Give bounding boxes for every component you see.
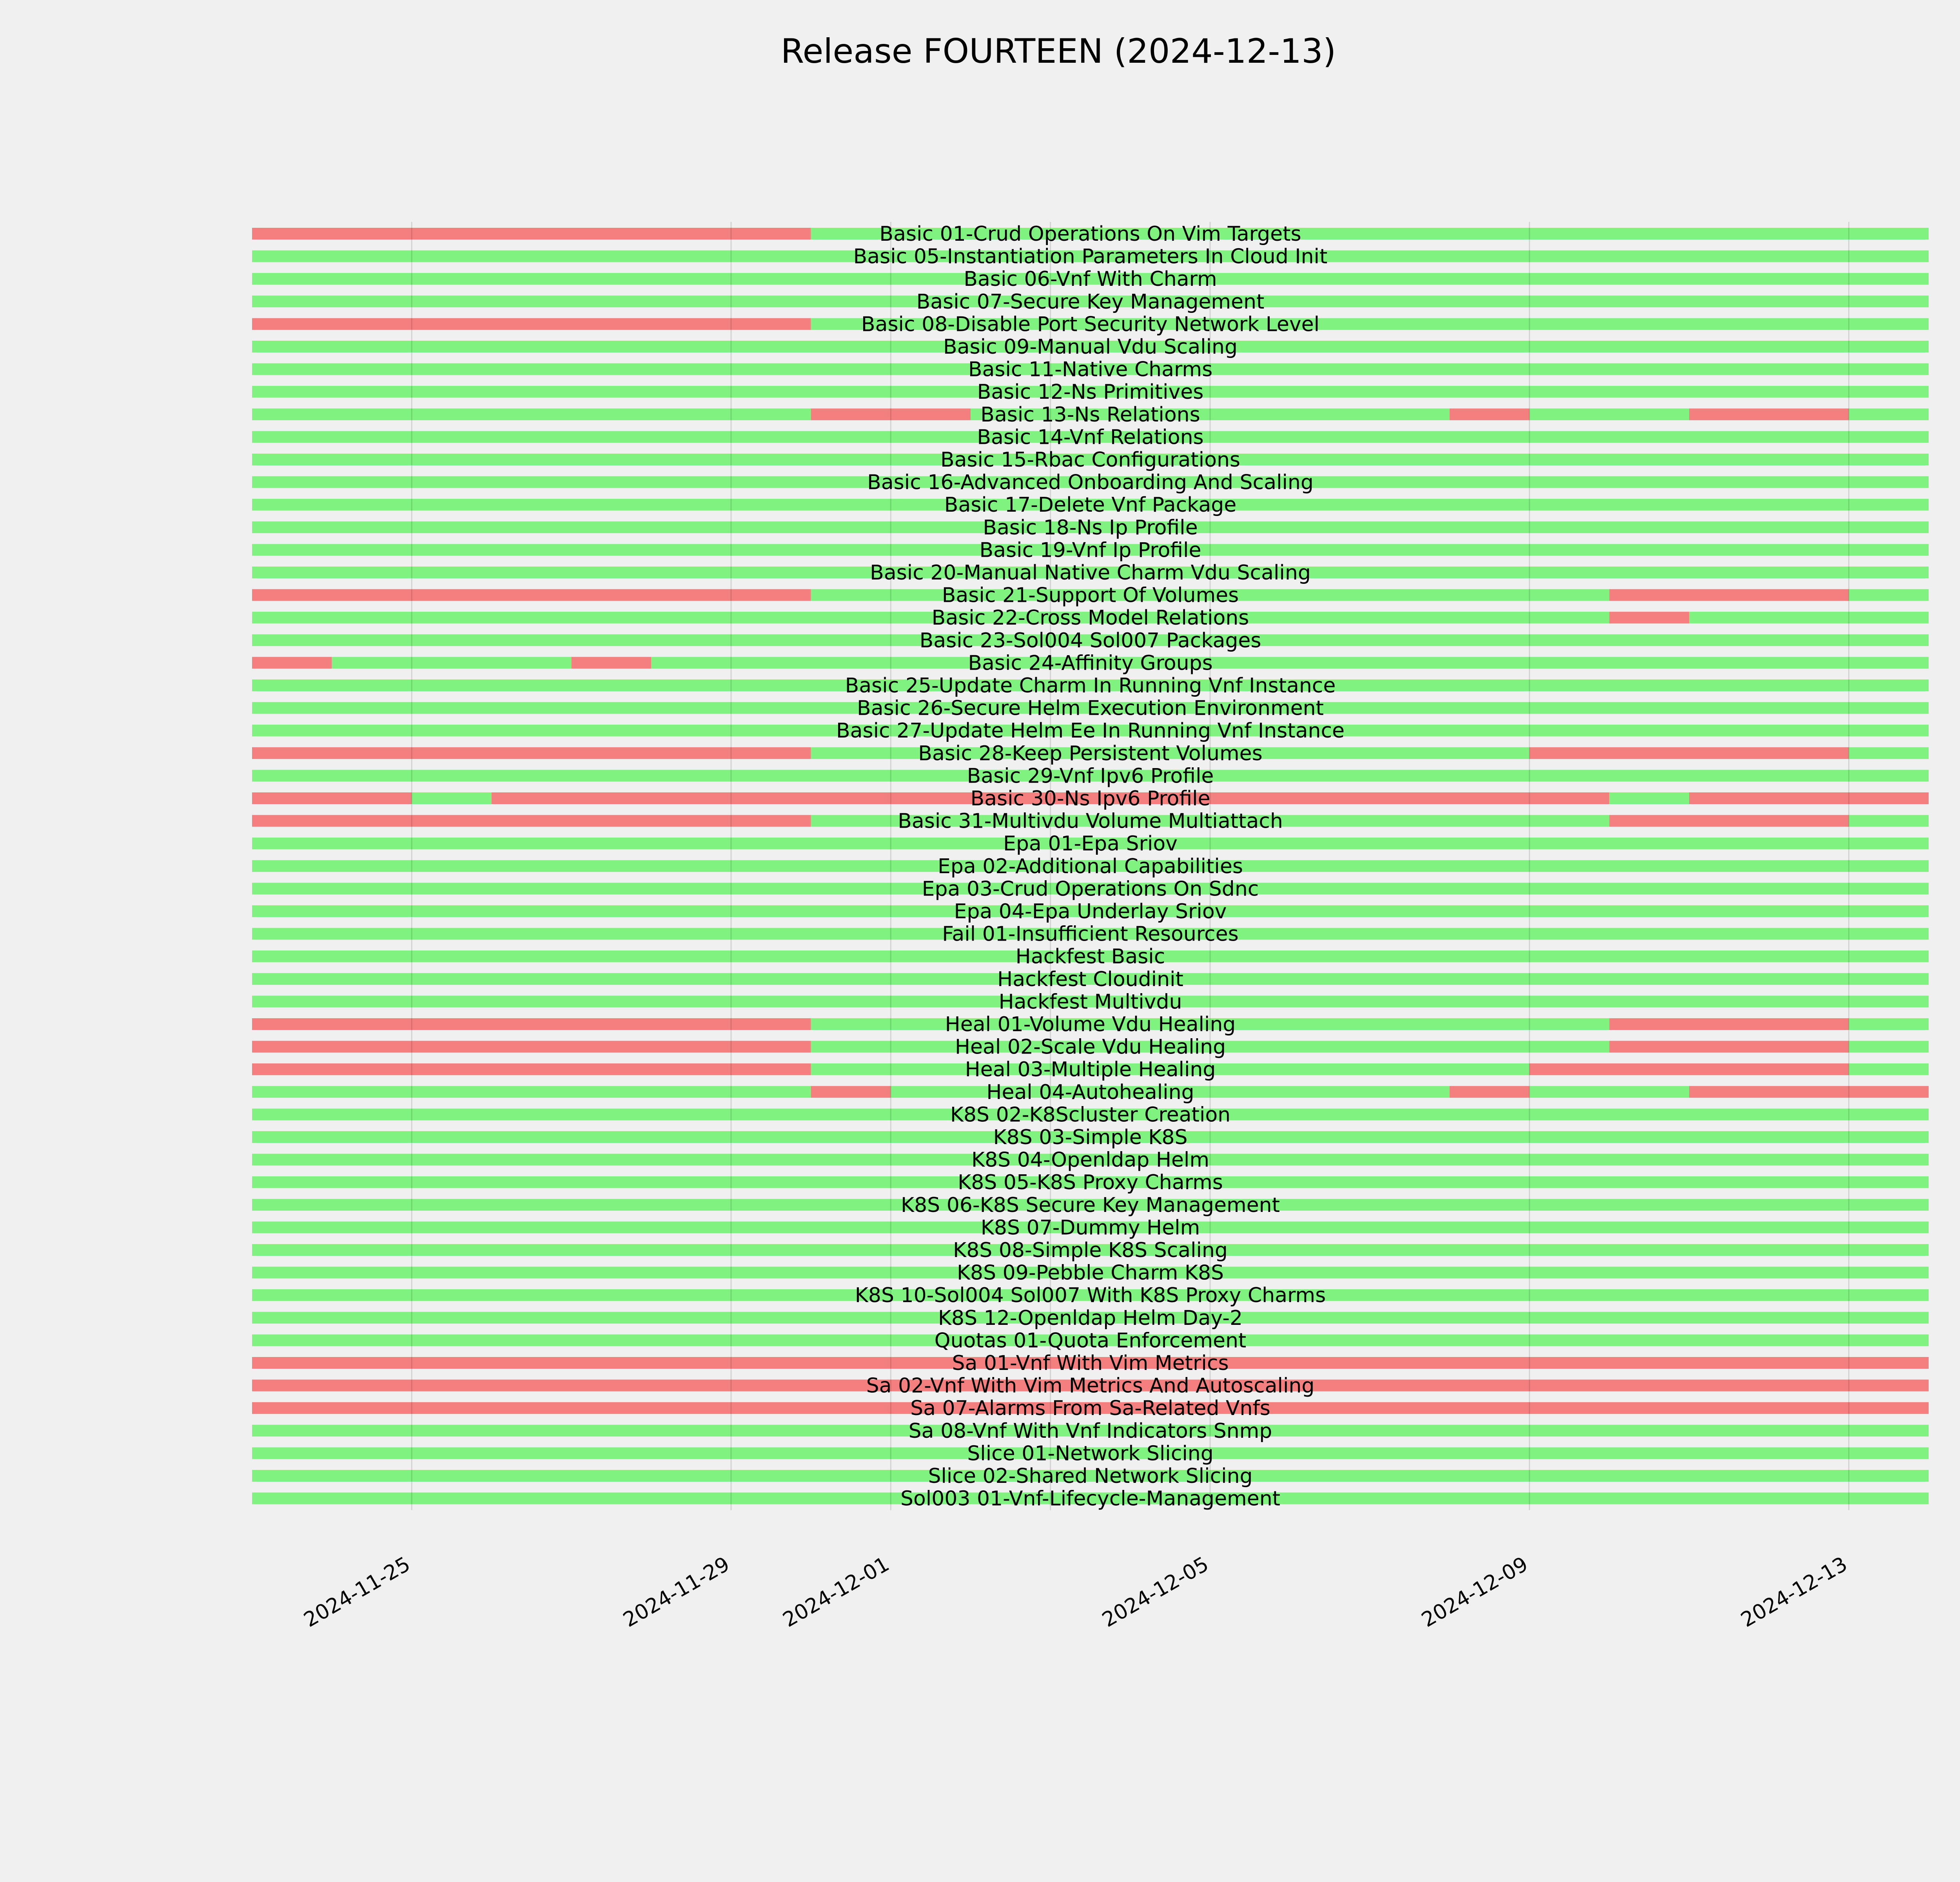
bar-segment-fail [252,228,811,240]
row-label: Basic 08-Disable Port Security Network Level [861,312,1320,336]
bar-segment-pass [1849,747,1929,759]
row-label: Basic 27-Update Helm Ee In Running Vnf Instance [836,719,1345,743]
row-label: Slice 02-Shared Network Slicing [928,1464,1253,1488]
row-label: Sa 08-Vnf With Vnf Indicators Snmp [908,1419,1272,1443]
bar-segment-fail [1689,792,1929,804]
x-tick-label: 2024-12-09 [1417,1552,1532,1632]
bar-segment-fail [1609,815,1849,827]
bar-segment-pass [252,612,1609,623]
row-label: Basic 09-Manual Vdu Scaling [943,335,1238,359]
bar-segment-pass [1849,815,1929,827]
bar-segment-pass [651,657,1929,669]
row-label: Basic 16-Advanced Onboarding And Scaling [867,470,1314,494]
bar-segment-fail [1609,612,1689,623]
row-label: Basic 11-Native Charms [968,358,1213,381]
bar-segment-fail [811,1086,891,1098]
row-label: Basic 17-Delete Vnf Package [944,493,1237,517]
row-label: Sa 07-Alarms From Sa-Related Vnfs [910,1397,1270,1421]
row-label: Epa 03-Crud Operations On Sdnc [922,877,1259,901]
row-label: Heal 03-Multiple Healing [965,1058,1216,1082]
row-label: K8S 03-Simple K8S [993,1126,1188,1149]
bar-segment-pass [1689,612,1929,623]
x-tick-label: 2024-11-29 [619,1552,734,1632]
row-label: Heal 04-Autohealing [986,1080,1194,1104]
row-label: Epa 04-Epa Underlay Sriov [954,900,1227,923]
bar-segment-fail [1609,1041,1849,1053]
bar-segment-pass [1849,1041,1929,1053]
bar-segment-pass [1849,1063,1929,1075]
row-label: Basic 14-Vnf Relations [977,425,1204,449]
bar-segment-pass [1849,409,1929,420]
bar-segment-pass [1530,1086,1689,1098]
row-label: Sa 01-Vnf With Vim Metrics [952,1352,1229,1375]
row-label: Hackfest Cloudinit [997,967,1183,991]
bar-segment-pass [412,792,492,804]
bar-segment-pass [332,657,572,669]
row-label: Basic 24-Affinity Groups [968,651,1213,675]
row-label: K8S 08-Simple K8S Scaling [953,1239,1228,1262]
bar-segment-fail [1689,1086,1929,1098]
row-label: Heal 01-Volume Vdu Healing [945,1013,1236,1036]
row-label: Basic 07-Secure Key Management [916,290,1265,314]
bar-segment-fail [252,1041,811,1053]
x-tick-label: 2024-12-13 [1737,1552,1851,1632]
bar-segment-fail [1450,1086,1530,1098]
x-tick-label: 2024-11-25 [300,1552,414,1632]
bar-segment-fail [1689,409,1849,420]
row-label: K8S 10-Sol004 Sol007 With K8S Proxy Charms [855,1284,1326,1308]
row-label: K8S 09-Pebble Charm K8S [956,1261,1224,1285]
bar-segment-fail [252,589,811,601]
row-label: K8S 12-Openldap Helm Day-2 [938,1306,1243,1330]
bar-segment-fail [1530,747,1849,759]
bar-segment-fail [1450,409,1530,420]
row-label: K8S 02-K8Scluster Creation [950,1103,1231,1127]
bar-segment-pass [1609,792,1689,804]
row-label: Basic 15-Rbac Configurations [940,448,1240,472]
row-label: Basic 28-Keep Persistent Volumes [918,741,1263,765]
row-label: Hackfest Basic [1015,945,1165,969]
row-label: K8S 04-Openldap Helm [971,1148,1210,1172]
row-label: Epa 01-Epa Sriov [1003,832,1178,856]
row-label: K8S 06-K8S Secure Key Management [900,1193,1280,1217]
bar-segment-fail [572,657,652,669]
row-label: Basic 19-Vnf Ip Profile [979,538,1201,562]
row-label: Basic 18-Ns Ip Profile [983,516,1198,540]
row-label: Basic 30-Ns Ipv6 Profile [970,787,1210,810]
row-label: Epa 02-Additional Capabilities [938,854,1243,878]
bar-segment-pass [252,409,811,420]
chart-title: Release FOURTEEN (2024-12-13) [780,32,1336,71]
row-label: Fail 01-Insufficient Resources [942,922,1239,946]
bar-segment-fail [252,1063,811,1075]
row-label: Slice 01-Network Slicing [967,1442,1214,1466]
row-label: Basic 26-Secure Helm Execution Environment [857,696,1324,720]
bar-segment-fail [252,747,811,759]
bar-segment-fail [1609,1018,1849,1030]
row-label: Sol003 01-Vnf-Lifecycle-Management [900,1487,1281,1511]
row-label: Quotas 01-Quota Enforcement [934,1329,1247,1353]
row-label: K8S 07-Dummy Helm [980,1216,1200,1240]
bar-segment-pass [1849,589,1929,601]
bar-segment-fail [252,657,332,669]
row-label: K8S 05-K8S Proxy Charms [958,1171,1223,1195]
bar-segment-fail [252,815,811,827]
row-label: Basic 12-Ns Primitives [977,380,1204,404]
bar-segment-fail [1530,1063,1849,1075]
row-label: Basic 29-Vnf Ipv6 Profile [967,764,1214,788]
x-axis-ticks [300,1552,1851,1632]
row-label: Basic 31-Multivdu Volume Multiattach [898,809,1283,833]
row-label: Basic 25-Update Charm In Running Vnf Instance [845,674,1336,698]
row-label: Sa 02-Vnf With Vim Metrics And Autoscaling [866,1374,1315,1398]
row-label: Basic 23-Sol004 Sol007 Packages [919,629,1261,652]
x-tick-label: 2024-12-01 [779,1552,893,1632]
bar-segment-fail [1530,792,1610,804]
bar-segment-fail [252,1018,811,1030]
row-label: Hackfest Multivdu [998,990,1182,1014]
row-label: Basic 05-Instantiation Parameters In Cloud Init [853,245,1328,269]
bar-segment-fail [252,792,412,804]
row-label: Basic 22-Cross Model Relations [931,606,1249,630]
bar-segment-fail [252,318,811,330]
row-label: Basic 21-Support Of Volumes [942,583,1239,607]
row-label: Heal 02-Scale Vdu Healing [955,1035,1226,1059]
x-tick-label: 2024-12-05 [1098,1552,1213,1632]
row-label: Basic 13-Ns Relations [980,403,1200,427]
row-label: Basic 20-Manual Native Charm Vdu Scaling [870,561,1311,585]
row-label: Basic 01-Crud Operations On Vim Targets [879,222,1301,246]
row-label: Basic 06-Vnf With Charm [964,267,1217,291]
bar-segment-pass [252,1086,811,1098]
bar-segment-fail [1609,589,1849,601]
bar-segment-pass [1530,409,1689,420]
bar-segment-pass [1849,1018,1929,1030]
